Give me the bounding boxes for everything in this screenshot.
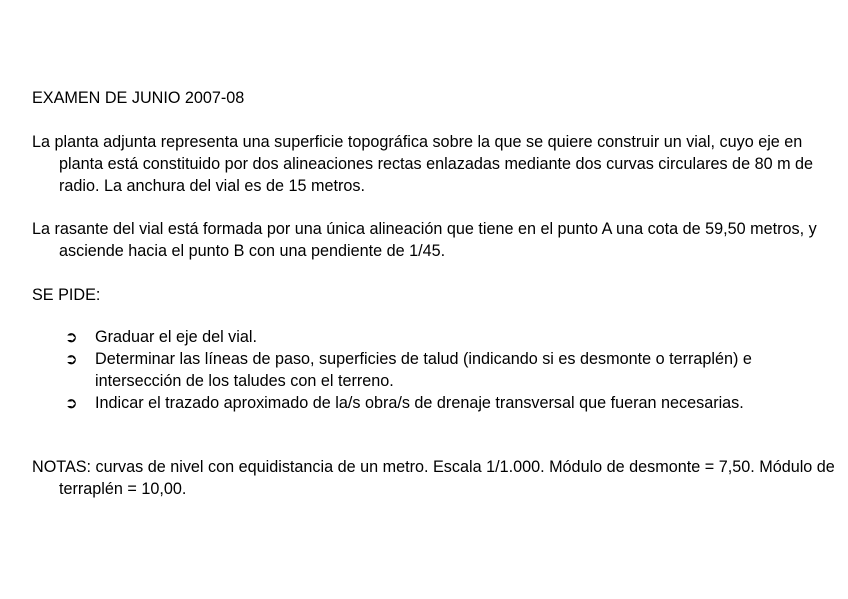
task-item (32, 326, 792, 348)
arrow-bullet-icon: ➲ (65, 350, 78, 368)
task-item (32, 392, 792, 414)
task-text: Graduar el eje del vial. (95, 328, 257, 346)
notes-paragraph: NOTAS: curvas de nivel con equidistancia de un metro. Escala 1/1.000. Módulo de desmonte = 7,50. Módulo de terraplén = 10,00. (32, 458, 835, 498)
description-paragraph: La planta adjunta representa una superficie topográfica sobre la que se quiere construir un vial, cuyo eje en planta está constituido por dos alineaciones rectas enlazadas mediante dos curvas circulares de 80 m de radio. La anchura del vial es de 15 metros. (32, 133, 814, 195)
task-list (32, 326, 792, 414)
arrow-bullet-icon: ➲ (65, 394, 78, 412)
task-item (32, 348, 792, 392)
grade-line-paragraph: La rasante del vial está formada por una única alineación que tiene en el punto A una cota de 59,50 metros, y asciende hacia el punto B con una pendiente de 1/45. (32, 220, 817, 260)
task-text: Indicar el trazado aproximado de la/s obra/s de drenaje transversal que fueran necesarias. (95, 394, 744, 412)
se-pide-heading: SE PIDE: (32, 286, 101, 304)
arrow-bullet-icon: ➲ (65, 328, 78, 346)
exam-title: EXAMEN DE JUNIO 2007-08 (32, 89, 245, 107)
task-text: Determinar las líneas de paso, superficies de talud (indicando si es desmonte o terraplén) e intersección de los taludes con el terreno. (95, 350, 752, 390)
